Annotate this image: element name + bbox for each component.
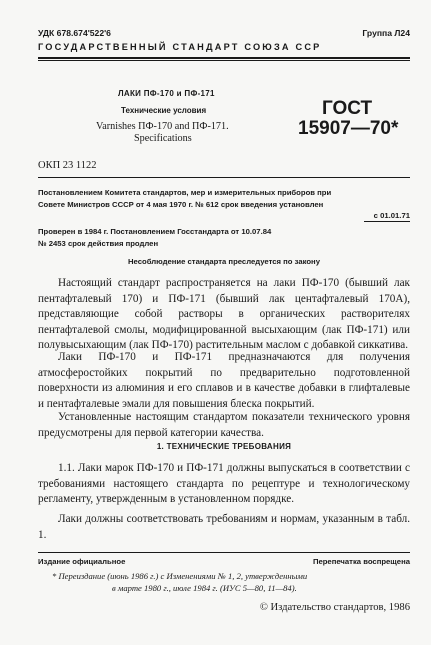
decree-date-underline xyxy=(364,221,410,222)
reprint-note-line2: в марте 1980 г., июле 1984 г. (ИУС 5—80, 11—84). xyxy=(112,583,297,593)
intro-paragraph-1: Настоящий стандарт распространяется на лаки ПФ-170 (бывший лак пентафталевый 170) и ПФ-171 (бывший лак центафталевый 170А), представляющие собой растворы в органических растворителях пентафталевой смолы, модифицированной высыхающим (лак ПФ-171) или полувысыхающим (лак ПФ-170) растительным маслом с добавкой сиккатива. xyxy=(38,277,410,352)
english-title-line2: Specifications xyxy=(134,133,192,144)
state-standard-banner: ГОСУДАРСТВЕННЫЙ СТАНДАРТ СОЮЗА ССР xyxy=(38,42,322,52)
gost-number: 15907—70* xyxy=(298,118,399,139)
extension-block xyxy=(38,226,271,249)
extension-line-2: № 2453 срок действия продлен xyxy=(38,238,159,248)
english-title-line1: Varnishes ПФ-170 and ПФ-171. xyxy=(96,121,229,132)
header-rule-bottom xyxy=(38,60,410,61)
footer-rule xyxy=(38,552,410,553)
decree-line-2: Совете Министров СССР от 4 мая 1970 г. № 612 срок введения установлен xyxy=(38,199,324,209)
section-heading: 1. ТЕХНИЧЕСКИЕ ТРЕБОВАНИЯ xyxy=(156,442,292,451)
standard-title: ЛАКИ ПФ-170 и ПФ-171 xyxy=(118,89,215,98)
group-code: Группа Л24 xyxy=(362,28,410,38)
header-rule-top xyxy=(38,57,410,59)
section-paragraph-1: 1.1. Лаки марок ПФ-170 и ПФ-171 должны выпускаться в соответствии с требованиями настоящего стандарта по рецептуре и технологическому регламенту, утвержденным в установленном порядке. xyxy=(38,462,410,506)
decree-line-1: Постановлением Комитета стандартов, мер и измерительных приборов при xyxy=(38,188,332,197)
gost-label: ГОСТ xyxy=(322,98,373,119)
reprint-note-line1: * Переиздание (июнь 1986 г.) с Изменениями № 1, 2, утвержденными xyxy=(52,571,308,581)
okp-code: ОКП 23 1122 xyxy=(38,160,97,171)
section-paragraph-2: Лаки должны соответствовать требованиям и нормам, указанным в табл. 1. xyxy=(38,513,410,541)
copyright-notice: © Издательство стандартов, 1986 xyxy=(259,602,410,613)
intro-paragraph-3: Установленные настоящим стандартом показатели технического уровня предусмотрены для первой категории качества. xyxy=(38,411,410,439)
standard-subtitle: Технические условия xyxy=(121,106,207,115)
decree-block xyxy=(38,187,410,222)
legal-warning: Несоблюдение стандарта преследуется по закону xyxy=(128,257,320,266)
official-edition: Издание официальное xyxy=(38,557,126,566)
reprint-prohibited: Перепечатка воспрещена xyxy=(312,557,410,566)
extension-line-1: Проверен в 1984 г. Постановлением Госстандарта от 10.07.84 xyxy=(38,227,272,236)
okp-rule xyxy=(38,177,410,178)
decree-date: с 01.01.71 xyxy=(373,211,410,220)
intro-paragraph-2: Лаки ПФ-170 и ПФ-171 предназначаются для получения атмосферостойких покрытий по предварительно подготовленной поверхности из алюминия и его сплавов и в качестве добавки в глифталевые и пентафталевые эмали для повышения блеска покрытий. xyxy=(38,351,410,410)
udk-code: УДК 678.674'522'6 xyxy=(38,28,111,38)
